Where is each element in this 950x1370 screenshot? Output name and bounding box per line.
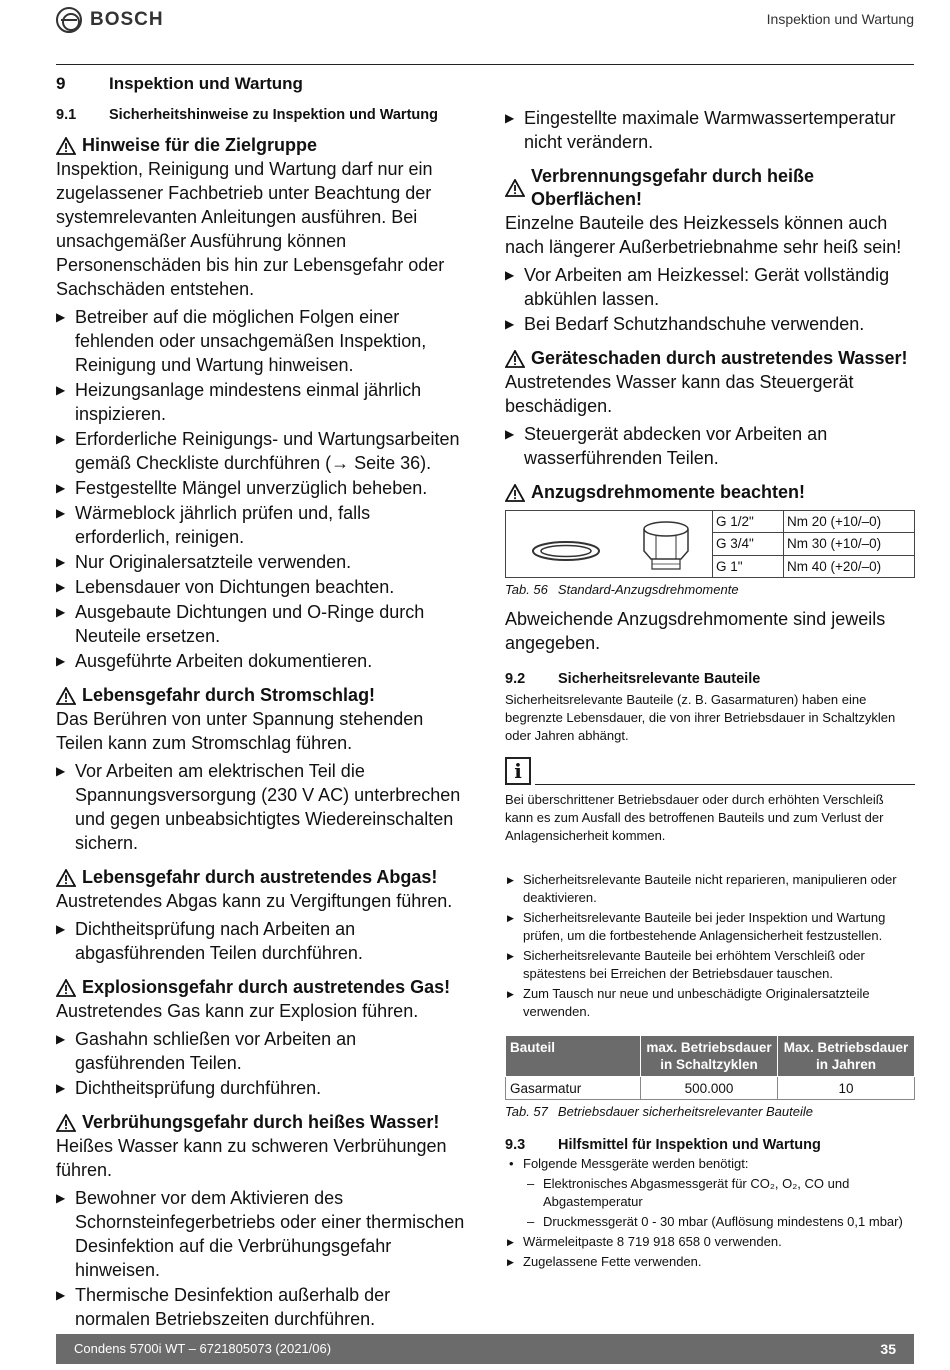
list-item: ▶ Zugelassene Fette verwenden.	[505, 1253, 915, 1271]
instruction-list	[505, 871, 915, 1021]
instruction-list	[505, 263, 915, 336]
right-column	[505, 72, 915, 1273]
list-item: ▶ Lebensdauer von Dichtungen beachten.	[56, 575, 466, 599]
warning-triangle-icon	[505, 484, 525, 502]
list-item: ▶ Bewohner vor dem Aktivieren des Schornsteinfegerbetriebs oder einer thermischen Desinfektion auf die Verbrühungsgefahr hinweisen.	[56, 1186, 466, 1282]
warning-title: Verbrennungsgefahr durch heiße Oberflächen!	[531, 166, 815, 209]
list-item: ▶ Bei Bedarf Schutzhandschuhe verwenden.	[505, 312, 915, 336]
caption-number: Tab. 56	[505, 582, 548, 597]
list-item: ▶ Sicherheitsrelevante Bauteile bei erhöhtem Verschleiß oder spätestens bei Erreichen der Betriebsdauer tauschen.	[505, 947, 915, 983]
list-item: ▶ Vor Arbeiten am elektrischen Teil die Spannungsversorgung (230 V AC) unterbrechen und gegen unbeabsichtigtes Wiedereinschalten sichern.	[56, 759, 466, 855]
instruction-list	[56, 1027, 466, 1100]
subsection-number: 9.1	[56, 107, 77, 123]
caption-text: Standard-Anzugsdrehmomente	[557, 582, 739, 597]
table-row	[506, 1077, 915, 1100]
caption-text: Betriebsdauer sicherheitsrelevanter Bauteile	[557, 1104, 813, 1119]
service-life-table	[505, 1035, 915, 1100]
instruction-list	[56, 917, 466, 965]
running-header: Inspektion und Wartung	[766, 11, 914, 27]
list-item: ▶ Wärmeblock jährlich prüfen und, falls erforderlich, reinigen.	[56, 501, 466, 549]
instruction-list	[505, 422, 915, 470]
list-item: ▶ Eingestellte maximale Warmwassertemperatur nicht verändern.	[505, 106, 915, 154]
list-item: ▶ Dichtheitsprüfung durchführen.	[56, 1076, 466, 1100]
list-item-text: Folgende Messgeräte werden benötigt:	[523, 1156, 749, 1171]
section-title: Inspektion und Wartung	[109, 74, 303, 93]
column-header: max. Betriebsdauer in Schaltzyklen	[641, 1036, 778, 1077]
column-header: Max. Betriebsdauer in Jahren	[778, 1036, 915, 1077]
torque-value: Nm 40 (+20/–0)	[784, 555, 915, 577]
instruction-list	[56, 759, 466, 855]
bullet-list	[505, 1155, 915, 1231]
list-item: ▶ Sicherheitsrelevante Bauteile nicht reparieren, manipulieren oder deaktivieren.	[505, 871, 915, 907]
warning-text: Heißes Wasser kann zu schweren Verbrühungen führen.	[56, 1136, 447, 1180]
warning-gas-explosion	[56, 976, 466, 1100]
warning-title: Hinweise für die Zielgruppe	[82, 135, 318, 155]
torque-table	[505, 510, 915, 578]
instruction-list	[56, 1186, 466, 1331]
torque-value: Nm 30 (+10/–0)	[784, 533, 915, 555]
list-item: ▶ Ausgeführte Arbeiten dokumentieren.	[56, 649, 466, 673]
list-item: ▶ Wärmeleitpaste 8 719 918 658 0 verwenden.	[505, 1233, 915, 1251]
list-item: ▶ Dichtheitsprüfung nach Arbeiten an abgasführenden Teilen durchführen.	[56, 917, 466, 965]
warning-title: Explosionsgefahr durch austretendes Gas!	[82, 977, 451, 997]
info-icon: i	[505, 757, 531, 785]
fitting-illustration	[506, 511, 713, 578]
warning-triangle-icon	[505, 350, 525, 368]
warning-triangle-icon	[56, 979, 76, 997]
dash-list	[523, 1175, 915, 1231]
list-item: ▶ Festgestellte Mängel unverzüglich beheben.	[56, 476, 466, 500]
warning-water-damage	[505, 347, 915, 470]
instruction-list	[56, 305, 466, 673]
warning-torque	[505, 481, 915, 655]
list-item: ▶ Steuergerät abdecken vor Arbeiten an wasserführenden Teilen.	[505, 422, 915, 470]
list-item: ▶ Erforderliche Reinigungs- und Wartungsarbeiten gemäß Checkliste durchführen (→ Seite 36).	[56, 427, 466, 475]
warning-triangle-icon	[56, 137, 76, 155]
page-number: 35	[880, 1341, 896, 1357]
list-item: ▶ Sicherheitsrelevante Bauteile bei jeder Inspektion und Wartung prüfen, um die fortbestehende Anlagensicherheit festzustellen.	[505, 909, 915, 945]
warning-triangle-icon	[56, 869, 76, 887]
brand-name: BOSCH	[90, 9, 164, 30]
thread-size: G 1"	[713, 555, 784, 577]
subsection-heading-9-2	[505, 671, 915, 687]
caption-number: Tab. 57	[505, 1104, 548, 1119]
warning-target-group	[56, 134, 466, 673]
warning-triangle-icon	[56, 1114, 76, 1132]
header-divider	[56, 64, 914, 65]
list-item: – Elektronisches Abgasmessgerät für CO₂, O₂, CO und Abgastemperatur	[523, 1175, 915, 1211]
list-item: ▶ Zum Tausch nur neue und unbeschädigte Originalersatzteile verwenden.	[505, 985, 915, 1021]
instruction-list	[505, 106, 915, 154]
table-row	[506, 511, 915, 533]
subsection-title: Sicherheitshinweise zu Inspektion und Wartung	[109, 107, 438, 123]
document-id: Condens 5700i WT – 6721805073 (2021/06)	[74, 1341, 332, 1356]
section-number: 9	[56, 74, 66, 93]
list-item: ▶ Heizungsanlage mindestens einmal jährlich inspizieren.	[56, 378, 466, 426]
warning-triangle-icon	[56, 687, 76, 705]
list-item: ▶ Vor Arbeiten am Heizkessel: Gerät vollständig abkühlen lassen.	[505, 263, 915, 311]
thread-size: G 1/2"	[713, 511, 784, 533]
subsection-number: 9.3	[505, 1137, 526, 1153]
torque-value: Nm 20 (+10/–0)	[784, 511, 915, 533]
info-divider	[535, 784, 915, 785]
info-text: Bei überschrittener Betriebsdauer oder durch erhöhten Verschleiß kann es zum Ausfall des betroffenen Bauteils und zum Verlust der Anlagensicherheit kommen.	[505, 792, 884, 843]
warning-electric-shock	[56, 684, 466, 855]
table-cell: Gasarmatur	[506, 1077, 641, 1100]
list-item: – Druckmessgerät 0 - 30 mbar (Auflösung mindestens 0,1 mbar)	[523, 1213, 915, 1231]
bosch-armature-icon	[56, 7, 82, 33]
info-notice	[505, 757, 915, 785]
list-item: ▶ Gashahn schließen vor Arbeiten an gasführenden Teilen.	[56, 1027, 466, 1075]
warning-title: Anzugsdrehmomente beachten!	[531, 482, 806, 502]
table-caption-56	[505, 582, 915, 597]
subsection-heading-9-3	[505, 1137, 915, 1153]
subsection-text: Sicherheitsrelevante Bauteile (z. B. Gasarmaturen) haben eine begrenzte Lebensdauer, die von ihrer Betriebsdauer in Schaltzyklen oder Jahren abhängt.	[505, 692, 896, 743]
thread-size: G 3/4"	[713, 533, 784, 555]
warning-title: Lebensgefahr durch Stromschlag!	[82, 685, 376, 705]
table-header-row	[506, 1036, 915, 1077]
table-cell: 10	[778, 1077, 915, 1100]
section-heading	[56, 74, 466, 94]
list-item: ▶ Betreiber auf die möglichen Folgen einer fehlenden oder unsachgemäßen Inspektion, Reinigung und Wartung hinweisen.	[56, 305, 466, 377]
column-header: Bauteil	[506, 1036, 641, 1077]
warning-text: Austretendes Wasser kann das Steuergerät beschädigen.	[505, 372, 854, 416]
list-item: ▶ Thermische Desinfektion außerhalb der normalen Betriebszeiten durchführen.	[56, 1283, 466, 1331]
warning-text: Austretendes Gas kann zur Explosion führen.	[56, 1001, 419, 1021]
warning-title: Lebensgefahr durch austretendes Abgas!	[82, 867, 438, 887]
warning-hot-surfaces	[505, 165, 915, 336]
subsection-number: 9.2	[505, 671, 526, 687]
warning-title: Geräteschaden durch austretendes Wasser!	[531, 348, 908, 368]
table-caption-57	[505, 1104, 915, 1119]
table-cell: 500.000	[641, 1077, 778, 1100]
list-item: ▶ Ausgebaute Dichtungen und O-Ringe durch Neuteile ersetzen.	[56, 600, 466, 648]
instruction-list	[505, 1233, 915, 1271]
warning-scalding	[56, 1111, 466, 1331]
list-item	[505, 1155, 915, 1231]
warning-text: Inspektion, Reinigung und Wartung darf nur ein zugelassener Fachbetrieb unter Beachtung der systemrelevanten Anleitungen ausführen. Bei unsachgemäßer Ausführung können Personenschäden bis hin zur Lebensgefahr oder Sachschäden entstehen.	[56, 159, 445, 299]
subsection-title: Hilfsmittel für Inspektion und Wartung	[558, 1137, 821, 1153]
subsection-heading-9-1	[56, 107, 466, 123]
torque-note: Abweichende Anzugsdrehmomente sind jeweils angegeben.	[505, 609, 886, 653]
warning-text: Austretendes Abgas kann zu Vergiftungen führen.	[56, 891, 453, 911]
warning-triangle-icon	[505, 179, 525, 197]
warning-text: Einzelne Bauteile des Heizkessels können auch nach längerer Außerbetriebnahme sehr heiß sein!	[505, 213, 902, 257]
warning-title: Verbrühungsgefahr durch heißes Wasser!	[82, 1112, 440, 1132]
brand-logo	[56, 6, 164, 34]
left-column	[56, 72, 466, 1332]
warning-text: Das Berühren von unter Spannung stehenden Teilen kann zum Stromschlag führen.	[56, 709, 424, 753]
warning-flue-gas	[56, 866, 466, 965]
list-item: ▶ Nur Originalersatzteile verwenden.	[56, 550, 466, 574]
footer-bar	[56, 1334, 914, 1364]
seal-and-nut-icon	[506, 511, 712, 574]
subsection-title: Sicherheitsrelevante Bauteile	[558, 671, 761, 687]
